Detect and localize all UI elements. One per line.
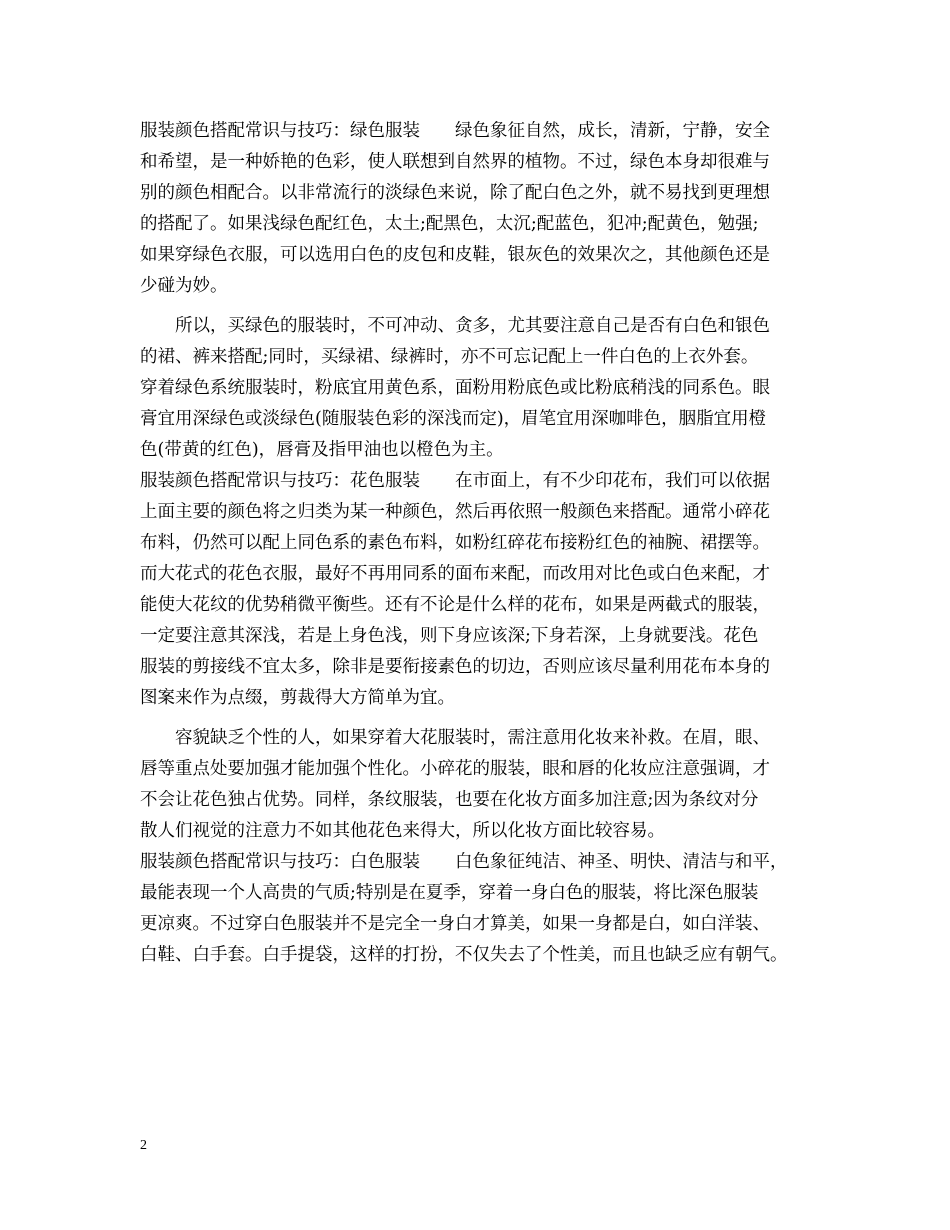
text-line: 白鞋、白手套。白手提袋，这样的打扮，不仅失去了个性美，而且也缺乏应有朝气。 xyxy=(140,945,788,965)
text-line: 的裙、裤来搭配;同时，买绿裙、绿裤时，亦不可忘记配上一件白色的上衣外套。 xyxy=(140,347,759,367)
text-line: 膏宜用深绿色或淡绿色(随服装色彩的深浅而定)，眉笔宜用深咖啡色，胭脂宜用橙 xyxy=(140,409,767,429)
text-line: 容貌缺乏个性的人，如果穿着大花服装时，需注意用化妆来补救。在眉，眼、 xyxy=(140,728,770,748)
text-line: 服装的剪接线不宜太多，除非是要衔接素色的切边，否则应该尽量利用花布本身的 xyxy=(140,657,770,677)
text-line: 布料，仍然可以配上同色系的素色布料，如粉红碎花布接粉红色的袖腕、裙摆等。 xyxy=(140,533,770,553)
text-line: 服装颜色搭配常识与技巧：白色服装 白色象征纯洁、神圣、明快、清洁与和平， xyxy=(140,852,788,872)
text-line: 和希望，是一种娇艳的色彩，使人联想到自然界的植物。不过，绿色本身却很难与 xyxy=(140,152,770,172)
text-line: 能使大花纹的优势稍微平衡些。还有不论是什么样的花布，如果是两截式的服装， xyxy=(140,595,770,615)
paragraph-spacer xyxy=(140,714,830,723)
text-line: 色(带黄的红色)，唇膏及指甲油也以橙色为主。 xyxy=(140,440,504,460)
text-line: 而大花式的花色衣服，最好不再用同系的面布来配，而改用对比色或白色来配，才 xyxy=(140,564,770,584)
text-line: 更凉爽。不过穿白色服装并不是完全一身白才算美，如果一身都是白，如白洋装、 xyxy=(140,914,770,934)
text-line: 服装颜色搭配常识与技巧：花色服装 在市面上，有不少印花布，我们可以依据 xyxy=(140,471,770,491)
page-number: 2 xyxy=(140,1138,147,1153)
text-line: 如果穿绿色衣服，可以选用白色的皮包和皮鞋，银灰色的效果次之，其他颜色还是 xyxy=(140,245,770,265)
text-line: 的搭配了。如果浅绿色配红色，太土;配黑色，太沉;配蓝色，犯冲;配黄色，勉强; xyxy=(140,214,759,234)
text-line: 最能表现一个人高贵的气质;特别是在夏季，穿着一身白色的服装，将比深色服装 xyxy=(140,883,759,903)
paragraph-spacer xyxy=(140,302,830,311)
text-line: 别的颜色相配合。以非常流行的淡绿色来说，除了配白色之外，就不易找到更理想 xyxy=(140,183,770,203)
text-line: 不会让花色独占优势。同样，条纹服装，也要在化妆方面多加注意;因为条纹对分 xyxy=(140,790,759,810)
text-line: 穿着绿色系统服装时，粉底宜用黄色系，面粉用粉底色或比粉底稍浅的同系色。眼 xyxy=(140,378,770,398)
text-line: 少碰为妙。 xyxy=(140,276,228,296)
text-line: 唇等重点处要加强才能加强个性化。小碎花的服装，眼和唇的化妆应注意强调，才 xyxy=(140,759,770,779)
text-line: 上面主要的颜色将之归类为某一种颜色，然后再依照一般颜色来搭配。通常小碎花 xyxy=(140,502,770,522)
text-line: 服装颜色搭配常识与技巧：绿色服装 绿色象征自然，成长，清新，宁静，安全 xyxy=(140,121,770,141)
text-line: 所以，买绿色的服装时，不可冲动、贪多，尤其要注意自己是否有白色和银色 xyxy=(140,316,770,336)
text-line: 散人们视觉的注意力不如其他花色来得大，所以化妆方面比较容易。 xyxy=(140,821,665,841)
text-line: 图案来作为点缀，剪裁得大方简单为宜。 xyxy=(140,688,455,708)
text-line: 一定要注意其深浅，若是上身色浅，则下身应该深;下身若深，上身就要浅。花色 xyxy=(140,626,759,646)
document-body xyxy=(140,116,830,971)
